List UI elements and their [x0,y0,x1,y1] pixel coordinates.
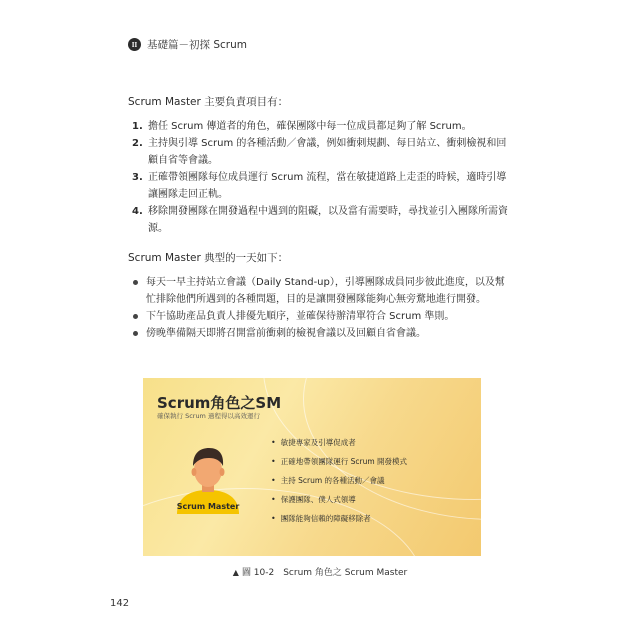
page-number: 142 [110,598,130,609]
figure-subtitle: 確保執行 Scrum 過程得以高效運行 [157,412,260,420]
list-item [132,203,512,237]
responsibilities-list [132,118,512,237]
list-item [132,325,512,342]
list-item [132,118,512,135]
list-number: 2. [132,138,143,149]
list-item [132,308,512,325]
bullet-icon [132,308,146,325]
typical-day-list [132,274,512,342]
list-item [132,169,512,203]
section2-heading: Scrum Master 典型的一天如下： [128,252,289,264]
list-text: 每天一早主持站立會議（Daily Stand-up），引導團隊成員同步彼此進度，以及幫忙排除他們所遇到的各種問題，目的是讓開發團隊能夠心無旁騖地進行開發。 [146,277,505,305]
list-number: 1. [132,121,143,132]
figure-point: • 敏捷專家及引導促成者 [271,433,471,452]
figure-point: • 主持 Scrum 的各種活動／會議 [271,471,471,490]
chapter-badge: II [128,38,141,51]
figure-point: • 保護團隊、僕人式領導 [271,490,471,509]
figure-caption [0,565,640,578]
list-text: 正確帶領團隊每位成員運行 Scrum 流程，當在敏捷道路上走歪的時候，適時引導讓團隊走回正軌。 [148,172,507,200]
figure-title: Scrum角色之SM [157,394,282,412]
list-text: 擔任 Scrum 傳道者的角色，確保團隊中每一位成員都足夠了解 Scrum。 [148,121,472,132]
list-text: 主持與引導 Scrum 的各種活動／會議，例如衝刺規劃、每日站立、衝刺檢視和回顧自省等會議。 [148,138,507,166]
list-item [132,274,512,308]
running-head-text: 基礎篇－初探 Scrum [147,39,247,51]
bullet-icon [132,274,146,308]
figure-point: • 正確地帶領團隊運行 Scrum 開發模式 [271,452,471,471]
caption-text: 圖 10-2 Scrum 角色之 Scrum Master [241,568,408,578]
triangle-up-icon: ▲ [232,568,239,577]
list-item [132,135,512,169]
avatar-label: Scrum Master [176,502,240,511]
list-number: 3. [132,172,143,183]
figure-points [271,433,471,528]
list-text: 傍晚準備隔天即將召開當前衝刺的檢視會議以及回顧自省會議。 [146,328,426,339]
figure-scrum-master [143,378,481,556]
figure-point: • 團隊能夠信賴的障礙移除者 [271,509,471,528]
list-text: 下午協助產品負責人排優先順序，並確保待辦清單符合 Scrum 準則。 [146,311,455,322]
list-text: 移除開發團隊在開發過程中遇到的阻礙，以及當有需要時，尋找並引入團隊所需資源。 [148,206,508,234]
running-head [128,37,247,52]
list-number: 4. [132,206,143,217]
section1-heading: Scrum Master 主要負責項目有： [128,96,289,108]
bullet-icon [132,325,146,342]
